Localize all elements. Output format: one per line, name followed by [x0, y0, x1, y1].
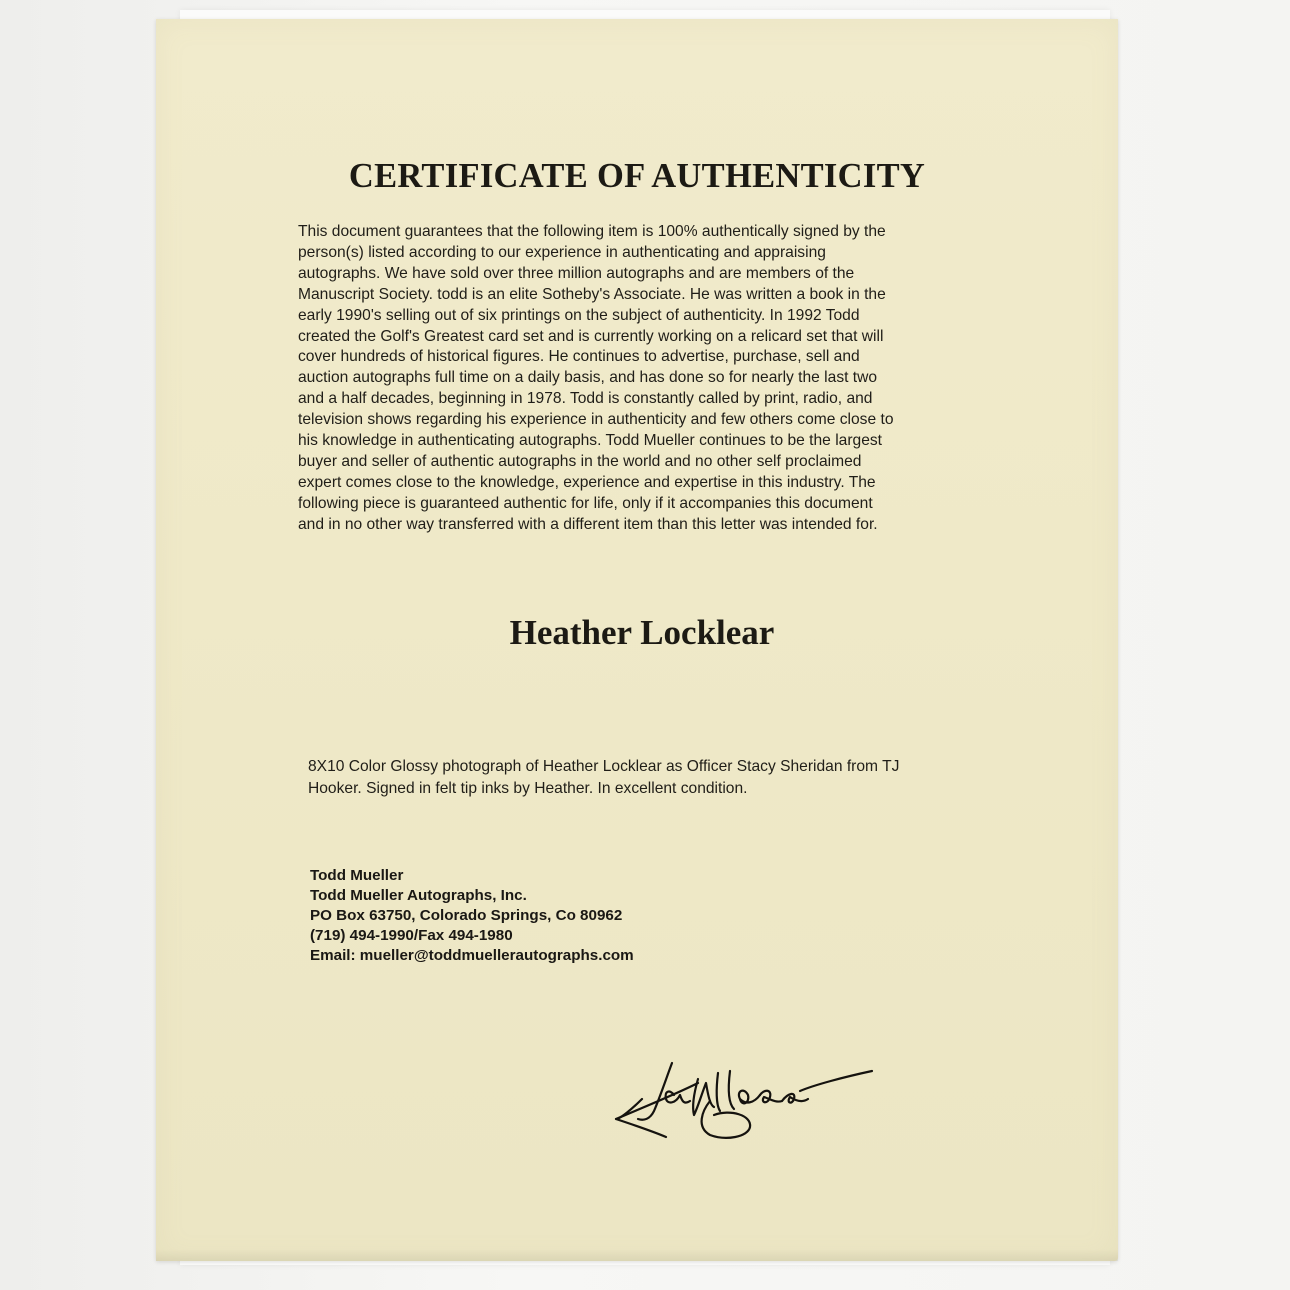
signer-name: Heather Locklear [509, 613, 775, 652]
body-line: and in no other way transferred with a different item than this letter was intended for. [298, 515, 878, 533]
contact-name: Todd Mueller [310, 867, 404, 884]
certificate-sheet [156, 19, 1118, 1261]
contact-phone: (719) 494-1990/Fax 494-1980 [310, 927, 513, 944]
body-line: television shows regarding his experience in authenticity and few others come close to [298, 411, 894, 429]
body-line: created the Golf's Greatest card set and is currently working on a relicard set that will [298, 327, 884, 345]
contact-address: PO Box 63750, Colorado Springs, Co 80962 [310, 907, 623, 924]
body-line: Manuscript Society. todd is an elite Sotheby's Associate. He was written a book in the [298, 285, 886, 303]
body-line: person(s) listed according to our experience in authenticating and appraising [298, 243, 826, 261]
item-description-line: 8X10 Color Glossy photograph of Heather Locklear as Officer Stacy Sheridan from TJ [308, 758, 900, 775]
body-line: autographs. We have sold over three million autographs and are members of the [298, 264, 855, 282]
body-line: his knowledge in authenticating autographs. Todd Mueller continues to be the largest [298, 432, 882, 450]
body-line: buyer and seller of authentic autographs in the world and no other self proclaimed [298, 452, 862, 470]
handwritten-signature [614, 1049, 884, 1149]
item-description [308, 756, 1008, 800]
guarantee-paragraph [298, 222, 978, 536]
contact-email: Email: mueller@toddmuellerautographs.com [310, 947, 634, 964]
contact-block [310, 866, 810, 966]
body-line: cover hundreds of historical figures. He continues to advertise, purchase, sell and [298, 348, 860, 366]
contact-company: Todd Mueller Autographs, Inc. [310, 887, 527, 904]
body-line: early 1990's selling out of six printings on the subject of authenticity. In 1992 Todd [298, 306, 860, 324]
body-line: This document guarantees that the following item is 100% authentically signed by the [298, 223, 886, 240]
certificate-title: CERTIFICATE OF AUTHENTICITY [348, 157, 926, 195]
body-line: auction autographs full time on a daily basis, and has done so for nearly the last two [298, 369, 878, 387]
body-line: expert comes close to the knowledge, experience and expertise in this industry. The [298, 473, 876, 491]
item-description-line: Hooker. Signed in felt tip inks by Heather. In excellent condition. [308, 780, 748, 797]
body-line: following piece is guaranteed authentic for life, only if it accompanies this document [298, 494, 873, 512]
body-line: and a half decades, beginning in 1978. Todd is constantly called by print, radio, and [298, 390, 873, 408]
